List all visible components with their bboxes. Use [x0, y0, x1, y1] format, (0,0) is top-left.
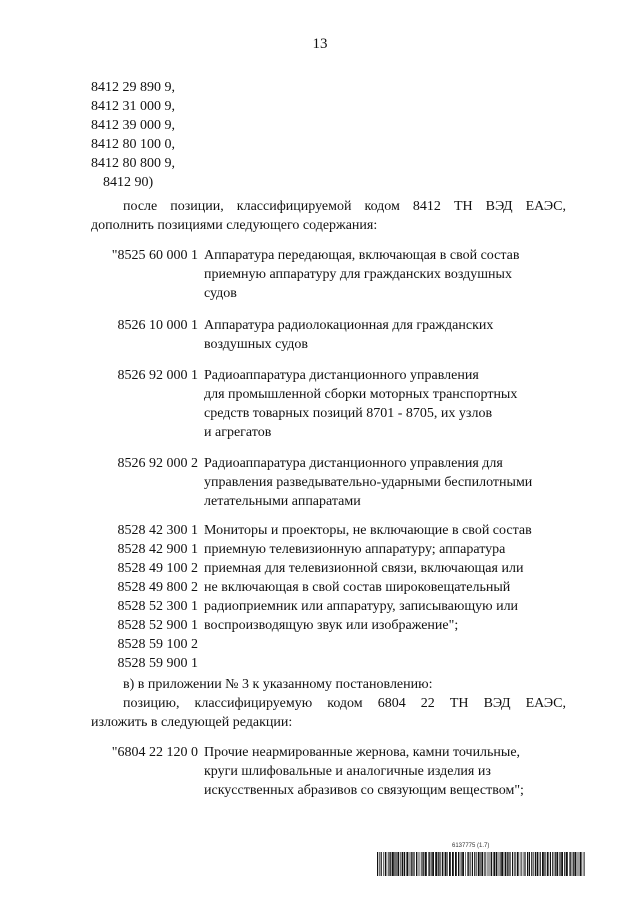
barcode-bar [470, 852, 471, 876]
barcode-bar [583, 852, 584, 876]
description-line: и агрегатов [204, 425, 272, 440]
barcode-bar [527, 852, 528, 876]
barcode-bar [431, 852, 432, 876]
tariff-code: "6804 22 120 0 [111, 745, 198, 760]
paragraph-appendix [91, 675, 566, 694]
tariff-codes [88, 366, 198, 385]
barcode-bar [556, 852, 558, 876]
paragraph-position [91, 694, 566, 732]
barcode-bar [421, 852, 422, 876]
barcode-bar [523, 852, 524, 876]
barcode-bar [414, 852, 415, 876]
code-list-item: 8412 80 100 0, [91, 137, 175, 152]
description-line: воздушных судов [204, 337, 308, 352]
barcode-bar [416, 852, 417, 876]
description-line: Радиоаппаратура дистанционного управления [204, 368, 479, 383]
code-list-item: 8412 31 000 9, [91, 99, 175, 114]
barcode-bar [481, 852, 483, 876]
tariff-code: 8526 92 000 2 [117, 456, 198, 471]
description-line: приемную аппаратуру для гражданских воздушных [204, 267, 512, 282]
barcode-bar [432, 852, 434, 876]
description-line: Прочие неармированные жернова, камни точильные, [204, 745, 521, 760]
barcode-bar [420, 852, 421, 876]
barcode-bar [529, 852, 530, 876]
barcode-bar [498, 852, 499, 876]
barcode-bar [428, 852, 429, 876]
barcode-bar [452, 852, 454, 876]
barcode-bar [383, 852, 384, 876]
code-list-item: 8412 80 800 9, [91, 156, 175, 171]
barcode-bar [505, 852, 506, 876]
tariff-code: 8528 42 300 1 [117, 523, 198, 538]
barcode-bar [524, 852, 525, 876]
barcode-bar [547, 852, 549, 876]
barcode-bar [390, 852, 391, 876]
tariff-code: 8528 52 900 1 [117, 618, 198, 633]
tariff-description [204, 454, 564, 511]
barcode-bar [484, 852, 485, 876]
barcode-bar [379, 852, 380, 876]
barcode-bar [584, 852, 585, 876]
description-line: приемную телевизионную аппаратуру; аппаратура [204, 542, 506, 557]
description-line: Радиоаппаратура дистанционного управления для [204, 456, 503, 471]
barcode-bar [512, 852, 513, 876]
barcode-bar [559, 852, 560, 876]
description-line: радиоприемник или аппаратуру, записывающую или [204, 599, 519, 614]
description-line: для промышленной сборки моторных транспортных [204, 387, 518, 402]
barcode-bar [439, 852, 440, 876]
tariff-codes [88, 454, 198, 473]
description-line: средств товарных позиций 8701 - 8705, их узлов [204, 406, 493, 421]
barcode-bar [411, 852, 412, 876]
barcode-bar [392, 852, 394, 876]
barcode-bar [480, 852, 481, 876]
tariff-description [204, 743, 564, 800]
barcode-bar [496, 852, 497, 876]
barcode-bar [504, 852, 505, 876]
tariff-codes [88, 521, 198, 673]
description-line: воспроизводящую звук или изображение"; [204, 618, 459, 633]
barcode-bar [472, 852, 473, 876]
barcode-bar [449, 852, 451, 876]
tariff-codes [88, 316, 198, 335]
barcode-bar [381, 852, 382, 876]
barcode-bar [555, 852, 556, 876]
barcode-bar [561, 852, 563, 876]
code-list [91, 78, 175, 192]
description-line: Мониторы и проекторы, не включающие в свой состав [204, 523, 532, 538]
barcode-bar [458, 852, 459, 876]
barcode-bar [520, 852, 521, 876]
barcode-bar [493, 852, 495, 876]
barcode-bar [535, 852, 536, 876]
tariff-code: 8526 92 000 1 [117, 368, 198, 383]
tariff-code: 8528 49 800 2 [117, 580, 198, 595]
barcode-bar [531, 852, 532, 876]
barcode-bar [514, 852, 515, 876]
tariff-codes [88, 246, 198, 265]
paragraph-line: дополнить позициями следующего содержания: [91, 218, 378, 233]
description-line: Аппаратура передающая, включающая в свой состав [204, 248, 520, 263]
barcode-bar [387, 852, 388, 876]
tariff-code: 8528 59 900 1 [117, 656, 198, 671]
tariff-description [204, 316, 564, 354]
barcode-bar [425, 852, 427, 876]
description-line: управления разведывательно-ударными беспилотными [204, 475, 533, 490]
tariff-description [204, 521, 564, 635]
tariff-code: 8526 10 000 1 [117, 318, 198, 333]
page-number: 13 [312, 36, 328, 52]
tariff-code: 8528 52 300 1 [117, 599, 198, 614]
barcode-bar [397, 852, 399, 876]
barcode-bar [388, 852, 389, 876]
tariff-code: 8528 59 100 2 [117, 637, 198, 652]
paragraph-line: в) в приложении № 3 к указанному постановлению: [123, 677, 433, 692]
barcode-bar [491, 852, 492, 876]
barcode-bar [460, 852, 461, 876]
barcode-bar [517, 852, 519, 876]
barcode-bar [402, 852, 404, 876]
barcode-bar [489, 852, 490, 876]
barcode-bar [537, 852, 539, 876]
document-stamp: 6137775 (1.7) [452, 843, 490, 849]
barcode-bar [468, 852, 469, 876]
barcode-bar [394, 852, 395, 876]
barcode-bar [508, 852, 509, 876]
barcode-bar [404, 852, 405, 876]
barcode-bar [447, 852, 448, 876]
barcode-bar [550, 852, 551, 876]
barcode-bar [462, 852, 464, 876]
barcode-bar [580, 852, 582, 876]
barcode-bar [570, 852, 571, 876]
barcode-bar [521, 852, 522, 876]
barcode-bar [533, 852, 534, 876]
paragraph-line: позицию, классифицируемую кодом 6804 22 ТН ВЭД ЕАЭС, [123, 696, 566, 711]
description-line: приемная для телевизионной связи, включающая или [204, 561, 524, 576]
description-line: судов [204, 286, 237, 301]
barcode-bar [507, 852, 508, 876]
description-line: не включающая в свой состав широковещательный [204, 580, 511, 595]
description-line: Аппаратура радиолокационная для гражданских [204, 318, 494, 333]
paragraph-intro [91, 197, 566, 235]
code-list-item: 8412 90) [103, 175, 154, 190]
paragraph-line: изложить в следующей редакции: [91, 715, 293, 730]
barcode-bar [385, 852, 386, 876]
barcode-bar [579, 852, 580, 876]
barcode-bar [455, 852, 457, 876]
barcode-bar [574, 852, 576, 876]
barcode-bar [476, 852, 477, 876]
barcode-bar [564, 852, 565, 876]
barcode-bar [438, 852, 439, 876]
barcode-bar [400, 852, 401, 876]
barcode-bar [499, 852, 500, 876]
barcode-bar [423, 852, 424, 876]
description-line: летательными аппаратами [204, 494, 361, 509]
barcode-bar [418, 852, 419, 876]
barcode-bar [461, 852, 462, 876]
barcode-bar [569, 852, 570, 876]
tariff-description [204, 246, 564, 303]
paragraph-line: после позиции, классифицируемой кодом 8412 ТН ВЭД ЕАЭС, [123, 199, 566, 214]
barcode-bar [412, 852, 413, 876]
barcode-bar [442, 852, 443, 876]
barcode-bar [467, 852, 468, 876]
barcode-bar [566, 852, 568, 876]
barcode-bar [500, 852, 501, 876]
description-line: искусственных абразивов со связующим веществом"; [204, 783, 524, 798]
barcode [377, 852, 587, 876]
barcode-bar [542, 852, 544, 876]
barcode-bar [406, 852, 408, 876]
code-list-item: 8412 39 000 9, [91, 118, 175, 133]
barcode-bar [552, 852, 553, 876]
barcode-bar [490, 852, 491, 876]
barcode-bar [501, 852, 503, 876]
barcode-bar [577, 852, 578, 876]
code-list-item: 8412 29 890 9, [91, 80, 175, 95]
barcode-bar [525, 852, 526, 876]
barcode-bar [540, 852, 541, 876]
barcode-bar [445, 852, 447, 876]
barcode-bar [409, 852, 410, 876]
barcode-bar [435, 852, 437, 876]
barcode-bar [377, 852, 378, 876]
barcode-bar [474, 852, 475, 876]
tariff-codes [88, 743, 198, 762]
description-line: круги шлифовальные и аналогичные изделия из [204, 764, 491, 779]
barcode-bar [573, 852, 574, 876]
barcode-bar [444, 852, 445, 876]
barcode-bar [465, 852, 466, 876]
barcode-bar [510, 852, 511, 876]
barcode-bar [487, 852, 488, 876]
barcode-bar [429, 852, 430, 876]
tariff-code: "8525 60 000 1 [111, 248, 198, 263]
tariff-description [204, 366, 564, 442]
barcode-bar [396, 852, 397, 876]
tariff-code: 8528 42 900 1 [117, 542, 198, 557]
barcode-bar [544, 852, 545, 876]
tariff-code: 8528 49 100 2 [117, 561, 198, 576]
barcode-bar [478, 852, 480, 876]
